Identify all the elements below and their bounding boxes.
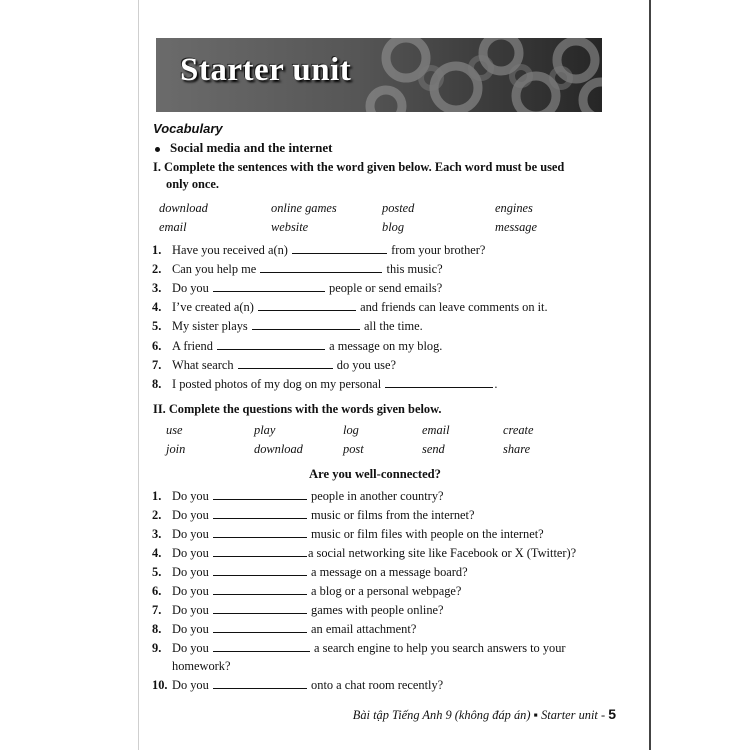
word-bank-item: send <box>422 442 445 456</box>
word-bank-item: share <box>503 442 531 456</box>
part1-instruction-line1: I. Complete the sentences with the word given below. Each word must be used <box>153 160 565 174</box>
section-heading: Vocabulary <box>153 121 223 136</box>
topic-label: Social media and the internet <box>170 140 333 155</box>
exercise-item: 1. Have you received a(n) from your brother? <box>152 243 486 257</box>
exercise-item: 6. Do you a blog or a personal webpage? <box>152 584 462 598</box>
word-bank-item: blog <box>382 220 405 234</box>
answer-blank[interactable] <box>213 584 307 595</box>
exercise-item: 2. Can you help me this music? <box>152 262 443 276</box>
word-bank-item: post <box>343 442 364 456</box>
topic-heading <box>155 140 333 156</box>
page-sheet <box>138 0 651 750</box>
answer-blank[interactable] <box>292 243 387 254</box>
answer-blank[interactable] <box>213 678 307 689</box>
word-bank-item: download <box>159 201 208 215</box>
answer-blank[interactable] <box>213 527 307 538</box>
part1-instruction-line2: only once. <box>166 177 220 191</box>
footer-text: Bài tập Tiếng Anh 9 (không đáp án) ▪ Starter unit - <box>352 708 606 722</box>
word-bank-item: engines <box>495 201 533 215</box>
answer-blank[interactable] <box>258 300 356 311</box>
answer-blank[interactable] <box>213 641 310 652</box>
exercise-item: 8. Do you an email attachment? <box>152 622 417 636</box>
word-bank-item: create <box>503 423 534 437</box>
word-bank-item: email <box>159 220 187 234</box>
exercise-item: 4. I’ve created a(n) and friends can leave comments on it. <box>152 300 548 314</box>
word-bank-item: log <box>343 423 359 437</box>
exercise-item-continued: homework? <box>172 659 231 673</box>
answer-blank[interactable] <box>213 622 307 633</box>
exercise-item: 8. I posted photos of my dog on my personal . <box>152 377 498 391</box>
answer-blank[interactable] <box>385 377 493 388</box>
word-bank-item: website <box>271 220 309 234</box>
part1-instruction <box>153 159 608 193</box>
answer-blank[interactable] <box>252 319 360 330</box>
answer-blank[interactable] <box>217 339 325 350</box>
unit-banner <box>156 38 602 112</box>
word-bank-item: message <box>495 220 537 234</box>
exercise-item: 6. A friend a message on my blog. <box>152 339 443 353</box>
answer-blank[interactable] <box>213 281 325 292</box>
exercise-item: 4. Do you a social networking site like Facebook or X (Twitter)? <box>152 546 577 560</box>
answer-blank[interactable] <box>213 546 307 557</box>
word-bank-item: email <box>422 423 450 437</box>
exercise-item: 7. What search do you use? <box>152 358 396 372</box>
exercise-item: 1. Do you people in another country? <box>152 489 444 503</box>
exercise-item: 5. My sister plays all the time. <box>152 319 423 333</box>
word-bank-item: join <box>166 442 186 456</box>
unit-title: Starter unit <box>180 52 352 88</box>
bullet-icon <box>155 147 160 152</box>
page-footer <box>353 706 616 723</box>
word-bank-item: play <box>254 423 276 437</box>
answer-blank[interactable] <box>213 508 307 519</box>
exercise-item: 3. Do you people or send emails? <box>152 281 443 295</box>
answer-blank[interactable] <box>213 565 307 576</box>
word-bank-item: download <box>254 442 303 456</box>
part2-instruction: II. Complete the questions with the words given below. <box>153 402 442 416</box>
word-bank-item: use <box>166 423 183 437</box>
exercise-item: 10. Do you onto a chat room recently? <box>152 678 444 692</box>
word-bank-item: posted <box>382 201 415 215</box>
quiz-subheading: Are you well-connected? <box>309 467 441 481</box>
answer-blank[interactable] <box>213 603 307 614</box>
exercise-item: 5. Do you a message on a message board? <box>152 565 468 579</box>
exercise-item: 3. Do you music or film files with people on the internet? <box>152 527 544 541</box>
page-number: 5 <box>608 706 616 722</box>
answer-blank[interactable] <box>260 262 382 273</box>
exercise-item: 9. Do you a search engine to help you search answers to your <box>152 641 566 655</box>
answer-blank[interactable] <box>213 489 307 500</box>
answer-blank[interactable] <box>238 358 333 369</box>
word-bank-item: online games <box>271 201 337 215</box>
exercise-item: 2. Do you music or films from the internet? <box>152 508 475 522</box>
exercise-item: 7. Do you games with people online? <box>152 603 444 617</box>
